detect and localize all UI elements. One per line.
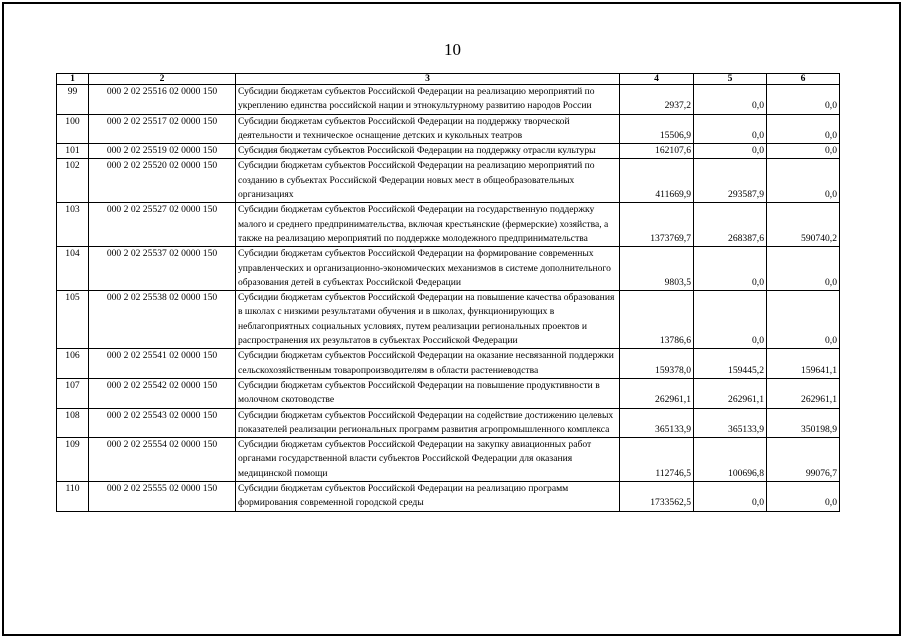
subsidy-name: Субсидия бюджетам субъектов Российской Федерации на поддержку отрасли культуры [236,144,620,159]
column-header: 1 [57,74,89,85]
value-col-4: 13786,6 [620,291,694,349]
subsidy-name: Субсидии бюджетам субъектов Российской Федерации на формирование современных управленческих и организационно-экономических механизмов в системе дополнительного образования детей в субъектах Российской Федерации [236,247,620,291]
column-header: 6 [767,74,840,85]
table-row [57,203,840,247]
value-col-4: 365133,9 [620,408,694,438]
subsidy-name: Субсидии бюджетам субъектов Российской Федерации на государственную поддержку малого и среднего предпринимательства, включая крестьянские (фермерские) хозяйства, а также на реализацию мероприятий по поддержке молодежного предпринимательства [236,203,620,247]
subsidy-name: Субсидии бюджетам субъектов Российской Федерации на поддержку творческой деятельности и техническое оснащение детских и кукольных театров [236,114,620,144]
table-row [57,144,840,159]
row-number: 109 [57,438,89,482]
budget-table [56,73,840,512]
value-col-4: 262961,1 [620,378,694,408]
value-col-5: 0,0 [694,114,767,144]
row-number: 104 [57,247,89,291]
value-col-4: 159378,0 [620,349,694,379]
value-col-6: 159641,1 [767,349,840,379]
value-col-5: 262961,1 [694,378,767,408]
row-number: 99 [57,85,89,115]
value-col-5: 365133,9 [694,408,767,438]
value-col-4: 411669,9 [620,159,694,203]
budget-code: 000 2 02 25543 02 0000 150 [89,408,236,438]
value-col-5: 0,0 [694,291,767,349]
table-row [57,247,840,291]
budget-code: 000 2 02 25538 02 0000 150 [89,291,236,349]
table-body [57,85,840,512]
subsidy-name: Субсидии бюджетам субъектов Российской Федерации на повышение качества образования в школах с низкими результатами обучения и в школах, функционирующих в неблагоприятных социальных условиях, путем реализации региональных проектов и распространения их результатов в субъектах Российской Федерации [236,291,620,349]
table-row [57,482,840,512]
column-header: 2 [89,74,236,85]
value-col-6: 99076,7 [767,438,840,482]
value-col-5: 100696,8 [694,438,767,482]
subsidy-name: Субсидии бюджетам субъектов Российской Федерации на реализацию мероприятий по созданию в субъектах Российской Федерации новых мест в общеобразовательных организациях [236,159,620,203]
row-number: 100 [57,114,89,144]
subsidy-name: Субсидии бюджетам субъектов Российской Федерации на оказание несвязанной поддержки сельскохозяйственным товаропроизводителям в области растениеводства [236,349,620,379]
budget-code: 000 2 02 25554 02 0000 150 [89,438,236,482]
subsidy-name: Субсидии бюджетам субъектов Российской Федерации на закупку авиационных работ органами государственной власти субъектов Российской Федерации для оказания медицинской помощи [236,438,620,482]
value-col-5: 0,0 [694,85,767,115]
value-col-5: 0,0 [694,247,767,291]
row-number: 102 [57,159,89,203]
value-col-6: 0,0 [767,85,840,115]
table-row [57,438,840,482]
value-col-4: 162107,6 [620,144,694,159]
subsidy-name: Субсидии бюджетам субъектов Российской Федерации на реализацию мероприятий по укреплению единства российской нации и этнокультурному развитию народов России [236,85,620,115]
table-row [57,349,840,379]
budget-code: 000 2 02 25542 02 0000 150 [89,378,236,408]
header-row [57,74,840,85]
subsidy-name: Субсидии бюджетам субъектов Российской Федерации на повышение продуктивности в молочном скотоводстве [236,378,620,408]
value-col-6: 0,0 [767,247,840,291]
value-col-6: 0,0 [767,291,840,349]
value-col-6: 0,0 [767,159,840,203]
value-col-4: 9803,5 [620,247,694,291]
value-col-4: 112746,5 [620,438,694,482]
table-row [57,85,840,115]
value-col-5: 268387,6 [694,203,767,247]
value-col-6: 590740,2 [767,203,840,247]
value-col-5: 0,0 [694,482,767,512]
column-header: 3 [236,74,620,85]
value-col-5: 0,0 [694,144,767,159]
table-row [57,159,840,203]
value-col-5: 159445,2 [694,349,767,379]
value-col-4: 15506,9 [620,114,694,144]
subsidy-name: Субсидии бюджетам субъектов Российской Федерации на содействие достижению целевых показателей реализации региональных программ развития агропромышленного комплекса [236,408,620,438]
budget-code: 000 2 02 25517 02 0000 150 [89,114,236,144]
budget-code: 000 2 02 25537 02 0000 150 [89,247,236,291]
value-col-5: 293587,9 [694,159,767,203]
budget-code: 000 2 02 25527 02 0000 150 [89,203,236,247]
column-header: 5 [694,74,767,85]
page-number: 10 [444,40,461,59]
row-number: 103 [57,203,89,247]
subsidy-name: Субсидии бюджетам субъектов Российской Федерации на реализацию программ формирования современной городской среды [236,482,620,512]
value-col-6: 0,0 [767,482,840,512]
row-number: 101 [57,144,89,159]
value-col-4: 1733562,5 [620,482,694,512]
value-col-6: 0,0 [767,114,840,144]
table-row [57,378,840,408]
table-row [57,114,840,144]
column-header: 4 [620,74,694,85]
value-col-6: 350198,9 [767,408,840,438]
row-number: 106 [57,349,89,379]
table-row [57,408,840,438]
budget-code: 000 2 02 25541 02 0000 150 [89,349,236,379]
row-number: 110 [57,482,89,512]
row-number: 108 [57,408,89,438]
budget-code: 000 2 02 25520 02 0000 150 [89,159,236,203]
budget-code: 000 2 02 25555 02 0000 150 [89,482,236,512]
table-row [57,291,840,349]
value-col-6: 0,0 [767,144,840,159]
value-col-4: 1373769,7 [620,203,694,247]
value-col-6: 262961,1 [767,378,840,408]
budget-code: 000 2 02 25519 02 0000 150 [89,144,236,159]
row-number: 107 [57,378,89,408]
row-number: 105 [57,291,89,349]
budget-code: 000 2 02 25516 02 0000 150 [89,85,236,115]
value-col-4: 2937,2 [620,85,694,115]
